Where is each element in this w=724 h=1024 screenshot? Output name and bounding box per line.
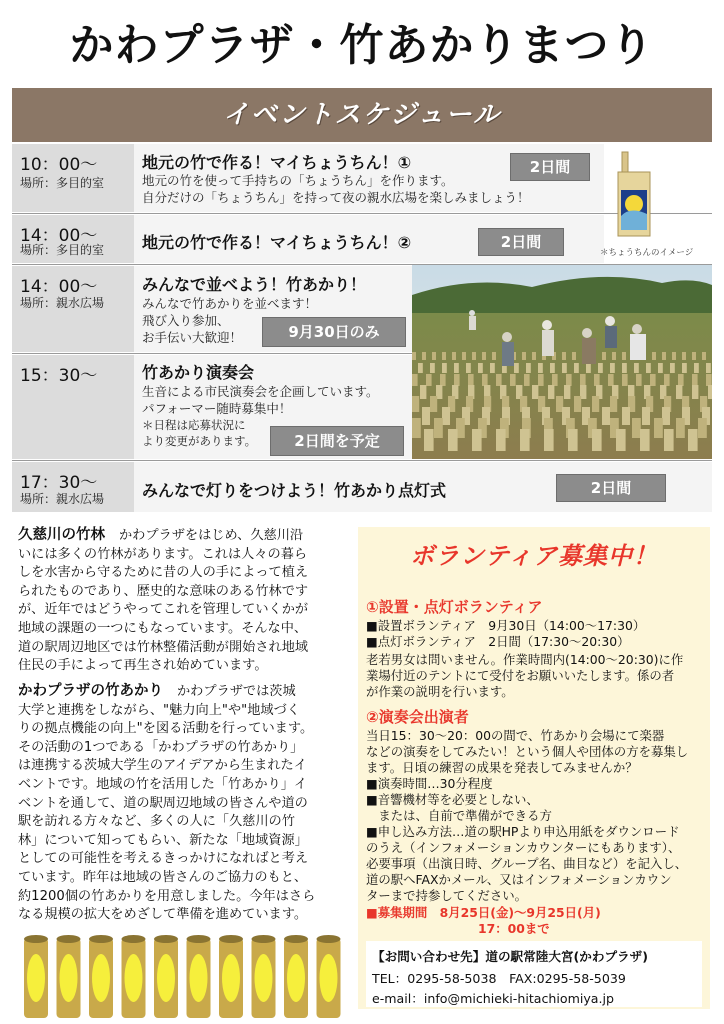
schedule-desc: より変更があります。 (142, 434, 257, 448)
bamboo-stump (592, 396, 599, 412)
bamboo-stump (602, 352, 606, 360)
bamboo-stump (564, 385, 570, 399)
bamboo-stump (468, 374, 474, 386)
bamboo-stump (424, 429, 434, 451)
volunteer-text: 業場付近のテントにて受付をお願いいたします。係の者 (366, 668, 675, 683)
bamboo-stump (650, 374, 656, 386)
bamboo-stump (676, 418, 685, 438)
section-text: 林」について知ってもらい、新たな「地域資源」 (18, 832, 308, 848)
bamboo-stump (692, 352, 696, 360)
bamboo-lantern-icon (284, 935, 308, 1018)
bamboo-stump (598, 363, 603, 373)
bamboo-stump (602, 407, 610, 425)
bamboo-stump (426, 374, 432, 386)
bamboo-stump (676, 385, 682, 399)
bamboo-stump (616, 429, 626, 451)
schedule-time-cell (12, 144, 134, 212)
bamboo-stump (610, 363, 615, 373)
volunteer-item: ■点灯ボランティア 2日間（17:30〜20:30） (366, 634, 630, 649)
bamboo-lantern-icon (24, 935, 48, 1018)
bamboo-stump (532, 385, 538, 399)
volunteer-text: が作業の説明を行います。 (366, 684, 514, 699)
schedule-desc: 飛び入り参加、 (142, 313, 230, 328)
bamboo-stump (634, 363, 639, 373)
bamboo-stump (490, 363, 495, 373)
section-text: かわプラザをはじめ、久慈川沿 (119, 528, 304, 543)
bamboo-stump (678, 374, 684, 386)
bamboo-stump (496, 429, 506, 451)
volunteer-item: ■設置ボランティア 9月30日（14:00〜17:30） (366, 618, 646, 633)
schedule-title: 地元の竹で作る！マイちょうちん！① (142, 153, 412, 172)
section-heading: 久慈川の竹林 (18, 527, 105, 543)
bamboo-stump (532, 352, 536, 360)
bamboo-stump (524, 374, 530, 386)
bamboo-stump (420, 385, 426, 399)
section-text: その活動の1つである「かわプラザの竹あかり」 (18, 739, 304, 755)
bamboo-stump (682, 363, 687, 373)
event-photo (412, 265, 712, 459)
volunteer-text: ■演奏時間…30分程度 (366, 776, 493, 791)
volunteer-text: ます。日頃の練習の成果を発表してみませんか？ (366, 760, 638, 775)
bamboo-stump (662, 352, 666, 360)
row-divider (12, 460, 712, 461)
bamboo-stump (432, 352, 436, 360)
bamboo-stump (692, 374, 698, 386)
bamboo-stump (538, 374, 544, 386)
section-kuji-river-bamboo (18, 526, 346, 676)
lantern-caption: ＊ちょうちんのイメージ (600, 248, 694, 258)
bamboo-stump (526, 363, 531, 373)
bamboo-stump (692, 385, 698, 399)
bamboo-stump (610, 396, 617, 412)
bamboo-stump (594, 374, 600, 386)
bamboo-stump (482, 352, 486, 360)
bamboo-stump (592, 429, 602, 451)
bamboo-stump (412, 374, 418, 386)
bamboo-stump (472, 429, 482, 451)
bamboo-stump (472, 352, 476, 360)
section-text: しを水害から守るために昔の人の手によって植え (18, 565, 309, 581)
schedule-time: 14：00〜 (20, 277, 98, 297)
bamboo-stump (418, 363, 423, 373)
bamboo-stump (688, 429, 698, 451)
bamboo-lantern-icon (57, 935, 81, 1018)
schedule-desc: 生音による市民演奏会を企画しています。 (142, 384, 379, 399)
volunteer-text: ターまで持参してください。 (366, 888, 528, 903)
schedule-time-cell (12, 266, 134, 352)
section-text: られたものであり、歴史的な意味のある竹林です (18, 583, 309, 599)
bamboo-stump (632, 418, 641, 438)
bamboo-stump (612, 352, 616, 360)
schedule-desc: みんなで竹あかりを並べます！ (142, 296, 318, 311)
schedule-place: 場所：多目的室 (20, 243, 105, 257)
bamboo-stump (552, 374, 558, 386)
schedule-title: 地元の竹で作る！マイちょうちん！② (142, 233, 412, 252)
bamboo-lantern-icon (154, 935, 178, 1018)
recruitment-deadline: 17：00まで (478, 921, 550, 936)
row-divider (12, 213, 712, 214)
section-text: いには多くの竹林があります。これは人々の暮ら (18, 546, 308, 562)
bamboo-stump (422, 407, 430, 425)
bamboo-lantern-icon (187, 935, 211, 1018)
bamboo-stump (706, 363, 711, 373)
bamboo-stump (622, 407, 630, 425)
duration-badge: 2日間を予定 (270, 426, 404, 456)
volunteer-heading: ①設置・点灯ボランティア (366, 598, 543, 616)
bamboo-lantern-icon (122, 935, 146, 1018)
duration-badge: 9月30日のみ (262, 317, 406, 347)
bamboo-stump (422, 352, 426, 360)
schedule-time-cell (12, 462, 134, 512)
bamboo-stump (522, 352, 526, 360)
volunteer-heading: ②演奏会出演者 (366, 708, 469, 726)
volunteer-text: 必要事項（出演日時、グループ名、曲目など）を記入し、 (366, 856, 688, 871)
schedule-time: 14：00〜 (20, 226, 98, 246)
bamboo-stump (482, 374, 488, 386)
schedule-time-cell (12, 215, 134, 263)
bamboo-lantern-icon (89, 935, 113, 1018)
bamboo-stump (466, 363, 471, 373)
bamboo-lantern-icon (219, 935, 243, 1018)
bamboo-stump (448, 429, 458, 451)
bamboo-stump (454, 363, 459, 373)
bamboo-stump (646, 363, 651, 373)
section-text: 大学と連携をしながら、"魅力向上"や"地域づく (18, 702, 300, 718)
volunteer-text: ■音響機材等を必要としない、 (366, 792, 539, 807)
section-text: は連携する茨城大学生のアイデアから生まれたイ (18, 758, 307, 774)
contact-phone: TEL：0295-58-5038 FAX:0295-58-5039 (372, 971, 626, 986)
section-text: りの拠点機能の向上"を図る活動を行っています。 (18, 721, 314, 737)
bamboo-stump (640, 429, 650, 451)
bamboo-stump (562, 352, 566, 360)
volunteer-text: などの演奏をしてみたい！という個人や団体の方を募集し (366, 744, 689, 759)
bamboo-stump (654, 418, 663, 438)
bamboo-stump (430, 363, 435, 373)
schedule-time: 17：30〜 (20, 473, 98, 493)
bamboo-stump (586, 363, 591, 373)
page-title: かわプラザ・竹あかりまつり (69, 20, 655, 71)
section-text: としての可能性を考えるきっかけになればと考え (18, 851, 309, 867)
bamboo-stump (574, 363, 579, 373)
bamboo-stump (670, 363, 675, 373)
bamboo-stump (622, 363, 627, 373)
bamboo-stump (664, 374, 670, 386)
schedule-desc: パフォーマー随時募集中！ (142, 401, 292, 416)
bamboo-stump (452, 352, 456, 360)
schedule-title: みんなで並べよう！竹あかり！ (142, 275, 367, 294)
bamboo-stump (566, 374, 572, 386)
bamboo-stump (442, 407, 450, 425)
bamboo-stump (652, 352, 656, 360)
schedule-title: 竹あかり演奏会 (142, 363, 255, 382)
bamboo-stump (568, 429, 578, 451)
section-text: 地域の課題の一つにもなっています。そんな中、 (18, 620, 308, 636)
bamboo-stump (622, 352, 626, 360)
bamboo-stump (510, 374, 516, 386)
volunteer-text: ■申し込み方法…道の駅HPより申込用紙をダウンロード (366, 824, 680, 839)
section-text: 道の駅周辺地区では竹林整備活動が開始され地域 (18, 639, 309, 655)
section-heading: かわプラザの竹あかり (18, 683, 163, 699)
bamboo-stump (442, 352, 446, 360)
bamboo-stump (664, 429, 674, 451)
schedule-desc: ＊日程は応募状況に (142, 418, 246, 432)
schedule-place: 場所：親水広場 (20, 296, 105, 310)
bamboo-stump (412, 396, 419, 412)
bamboo-stump (496, 374, 502, 386)
bamboo-stump (706, 374, 712, 386)
bamboo-stump (622, 374, 628, 386)
contact-title: 【お問い合わせ先】道の駅常陸大宮(かわプラザ) (372, 949, 648, 964)
bamboo-stump (694, 363, 699, 373)
volunteer-text: 道の駅へFAXかメール、又はインフォメーションカウン (366, 872, 672, 887)
volunteer-text: のうえ（インフォメーションカウンターにもあります）、 (366, 840, 681, 855)
volunteer-text: または、自前で準備ができる方 (366, 808, 552, 823)
bamboo-stump (434, 418, 443, 438)
schedule-desc: 地元の竹を使って手持ちの「ちょうちん」を作ります。 (142, 173, 454, 188)
contact-email[interactable]: e-mail：info@michieki-hitachiomiya.jp (372, 991, 615, 1006)
bamboo-stump (478, 363, 483, 373)
section-text: ベントを通して、道の駅周辺地域の皆さんや道の (18, 795, 308, 811)
bamboo-stump (412, 352, 416, 360)
bamboo-stump (544, 429, 554, 451)
bamboo-stump (492, 352, 496, 360)
row-divider (12, 353, 412, 354)
bamboo-stump (682, 352, 686, 360)
bamboo-stump (662, 407, 670, 425)
bamboo-lanterns-decoration (20, 930, 346, 1020)
schedule-time-cell (12, 355, 134, 459)
section-text: 約1200個の竹あかりを用意しました。今年はさら (18, 888, 316, 904)
duration-badge: 2日間 (478, 228, 564, 256)
bamboo-stump (550, 363, 555, 373)
recruitment-period: ■募集期間 8月25日(金)〜9月25日(月) (366, 905, 601, 920)
bamboo-stump (708, 385, 712, 399)
volunteer-text: 老若男女は問いません。作業時間内(14:00〜20:30)に作 (366, 652, 684, 667)
bamboo-lantern-icon (317, 935, 341, 1018)
bamboo-stump (430, 396, 437, 412)
section-text: ベントです。地域の竹を活用した「竹あかり」イ (18, 776, 308, 792)
lantern-illustration (612, 150, 656, 242)
section-text: ています。昨年は地域の皆さんのご協力のもと、 (18, 869, 308, 885)
bamboo-lantern-icon (252, 935, 276, 1018)
bamboo-stump (572, 352, 576, 360)
section-text: なる規模の拡大をめざして準備を進めています。 (18, 907, 308, 923)
bamboo-stump (520, 429, 530, 451)
section-kawaplaza-takeakari (18, 682, 346, 925)
volunteer-text: 当日15：30〜20：00の間で、竹あかり会場にて楽器 (366, 728, 665, 743)
schedule-place: 場所：多目的室 (20, 176, 105, 190)
bamboo-stump (548, 385, 554, 399)
volunteer-title: ボランティア募集中！ (409, 542, 659, 570)
section-text: かわプラザでは茨城 (177, 684, 296, 699)
section-text: 住民の手によって再生され始めています。 (18, 658, 268, 674)
schedule-desc: 自分だけの「ちょうちん」を持って夜の親水広場を楽しみましょう！ (142, 190, 530, 205)
schedule-desc: お手伝い大歓迎！ (142, 330, 243, 345)
bamboo-stump (580, 374, 586, 386)
bamboo-stump (636, 374, 642, 386)
schedule-time: 15：30〜 (20, 366, 98, 386)
bamboo-stump (440, 374, 446, 386)
bamboo-stump (608, 374, 614, 386)
bamboo-stump (698, 418, 707, 438)
bamboo-stump (442, 363, 447, 373)
bamboo-stump (658, 363, 663, 373)
bamboo-stump (412, 418, 421, 438)
bamboo-stump (642, 407, 650, 425)
duration-badge: 2日間 (556, 474, 666, 502)
schedule-title: みんなで灯りをつけよう！竹あかり点灯式 (142, 481, 447, 500)
duration-badge: 2日間 (510, 153, 590, 181)
schedule-header: イベントスケジュール (12, 88, 712, 142)
bamboo-stump (454, 374, 460, 386)
section-text: 駅を訪れる方々など、多くの人に「久慈川の竹 (18, 814, 295, 830)
bamboo-stump (574, 396, 581, 412)
bamboo-stump (538, 363, 543, 373)
schedule-place: 場所：親水広場 (20, 492, 105, 506)
bamboo-stump (562, 363, 567, 373)
bamboo-stump (462, 352, 466, 360)
section-text: が、近年ではどうやってこれを管理していくかが (18, 602, 309, 618)
bamboo-stump (514, 363, 519, 373)
schedule-time: 10：00〜 (20, 155, 98, 175)
bamboo-stump (702, 352, 706, 360)
bamboo-stump (672, 352, 676, 360)
